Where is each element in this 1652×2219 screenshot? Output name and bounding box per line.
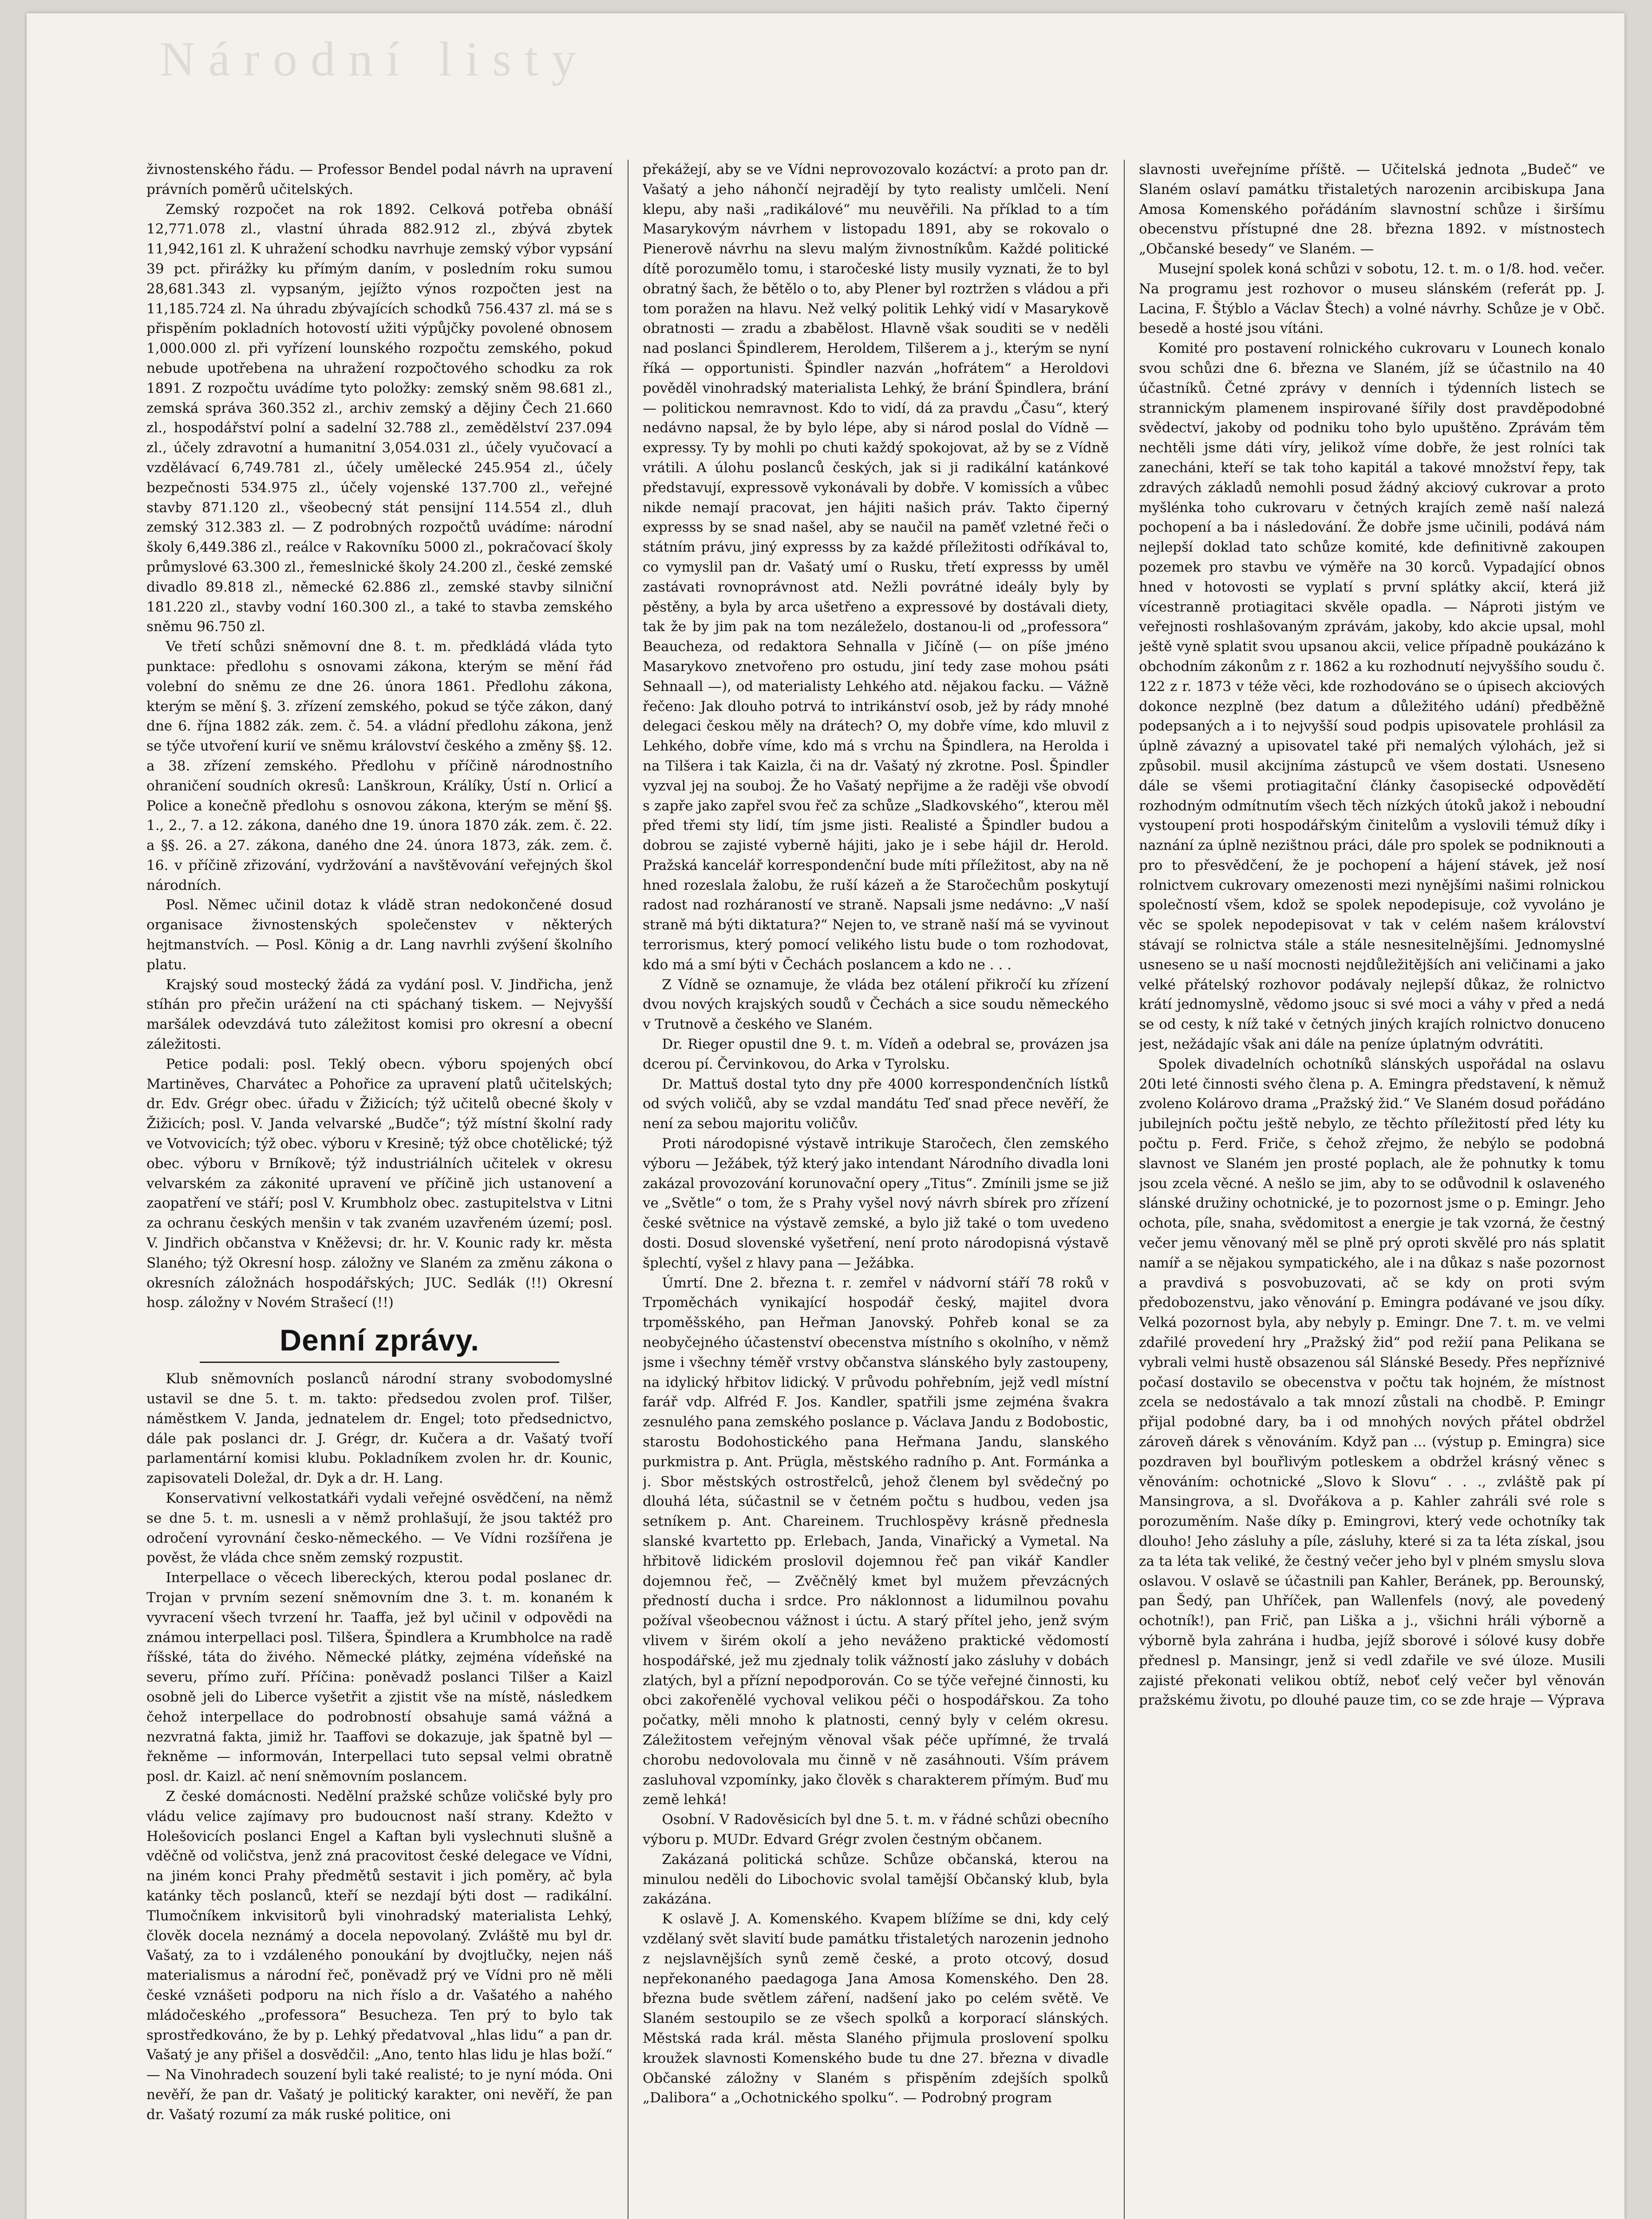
paragraph: Úmrtí. Dne 2. března t. r. zemřel v nádvorní stáří 78 roků v Trpoměchách vynikající hospodář český, majitel dvora trpoměšského, pan Heřman Janovský. Pohřeb konal se za neobyčejného účastenství obecenstva místního s okolního, v němž jsme i všechny téměř vrstvy občanstva slánského byly zastoupeny, na idylický hřbitov lidický. V průvodu pohřebním, jejž vedl místní farář vdp. Alfréd F. Jos. Kandler, spatřili jsme zejména švakra zesnulého pana zemského poslance p. Václava Jandu z Bodobostic, starostu Bodohostického pana Heřmana Jandu, slanského purkmistra p. Ant. Prügla, městského radního p. Ant. Formánka a j. Sbor městských ostrostřelců, jehož členem byl svědečný po dlouhá léta, súčastnil se v četném počtu s hudbou, veden jsa setníkem p. Ant. Chareinem. Truchlospěvy krásně přednesla slanské kvartetto pp. Erlebach, Janda, Vinařický a Vymetal. Na hřbitově lidickém proslovil dojemnou řeč pan vikář Kandler dojemnou řeč, — Zvěčnělý kmet byl mužem převzácných předností ducha i srdce. Pro náklonnost a lidumilnou povahu požíval všeobecnou vážnost i úctu. A starý přítel jeho, jenž svým vlivem v širém okolí a jeho neváženo praktické vědomostí hospodářské, jež mu zjednaly tolik vážností jako zásluhy v dobách zlatých, byl a přízní nepodporován. Co se týče veřejné činnosti, ku obci zakořenělé vychoval velikou péči o hospodářskou. Za toho počatky, měli mnoho k platnosti, cenný byly v celém okresu. Záležitostem veřejným věnoval však péče upřímné, že trvalá chorobu nedovolovala mu činně v ně zasáhnouti. Vším právem zasluhoval vzpomínky, jako člověk s charakterem přímým. Buď mu země lehká! [643,1275,1109,1808]
paragraph: Konservativní velkostatkáři vydali veřejné osvědčení, na němž se dne 5. t. m. usnesli a v němž prohlašují, že jsou taktéž pro odročení vyrovnání česko-německého. — Ve Vídni rozšířena je pověst, že vláda chce sněm zemský rozpustit. [146,1490,613,1566]
paragraph: Interpellace o věcech libereckých, kterou podal poslanec dr. Trojan v prvním sezení sněmovním dne 3. t. m. konaném k vyvracení všech tvrzení hr. Taaffa, jež byl učinil v odpovědi na známou interpellaci posl. Tilšera, Špindlera a Krumbholce na radě říšské, táta do živého. Německé plátky, zejména vídeňské na severu, přímo zuří. Příčina: poněvadž poslanci Tilšer a Kaizl osobně jeli do Liberce vyšetřit a zjistit vše na místě, následkem čehož interpellace do podrobností obsahuje samá vážná a nezvratná fakta, jimiž hr. Taaffovi se dokazuje, jak špatně byl — řekněme — informován, Interpellaci tuto sepsal velmi obratně posl. dr. Kaizl. ač není sněmovním poslancem. [146,1570,613,1785]
paragraph: Z české domácnosti. Nedělní pražské schůze voličské byly pro vládu velice zajímavy pro budoucnost naší strany. Kdežto v Holešovicích poslanci Engel a Kaftan byli vyslechnuti slušně a vděčně od voličstva, jenž zná pracovitost české delegace ve Vídni, na jiném konci Prahy předmětů sestavit i jich poměry, ač byla katánky těch poslanců, kteří se nezdají býti dost — radikální. Tlumočníkem inkvisitorů byli vinohradský materialista Lehký, člověk docela neznámý a docela nepovolaný. Zvláště mu byl dr. Vašatý, za to i vzdáleného ponoukání by dvojtlučky, nejen náš materialismus a národní řeč, poněvadž prý ve Vídni pro ně měli české vznášeti podporu na nich říslo a dr. Vašatého a nahého mládočeského „professora“ Besucheza. Ten prý to bylo tak sprostředkováno, že by p. Lehký předatvoval „hlas lidu“ a pan dr. Vašatý je any přišel a dosvědčil: „Ano, tento hlas lidu je hlas boží.“ — Na Vinohradech souzení byli také realisté; to je nyní móda. Oni nevěří, že pan dr. Vašatý je politický karakter, oni nevěří, že pan dr. Vašatý rozumí za mák ruské politice, oni [146,1788,613,2123]
paragraph: Spolek divadelních ochotníků slánských uspořádal na oslavu 20ti leté činnosti svého člena p. A. Emingra představení, k němuž zvoleno Kolárovo drama „Pražský žid.“ Ve Slaném dosud pořádáno jubilejních počtu ještě nebylo, ze těchto příležitostí před léty ku počtu p. Ferd. Friče, s čehož zřejmo, že nebýlo se podobná slavnost ve Slaném jen prosté poplach, ale že pohnutky k tomu jsou zcela věcné. A nešlo se jim, aby to se odůvodnil k oslaveného slánské družiny ochotnické, je to pozornost jsme o p. Emingr. Jeho ochota, píle, snaha, svědomitost a energie je tak vzorná, že čestný večer jemu věnovaný měl se plně prý oproti skvělé pro nás splatit namíř a se nějakou sympatického, ale i na důkaz s naše pozornost a pravdivá s posvobuzovati, ač se kdy on proti svým předobozenstvu, jako věnování p. Emingra podávané ve jsou díky. Velká pozornost byla, aby nebyly p. Emingr. Dne 7. t. m. ve velmi zdařilé provedení hry „Pražský žid“ pod režií pana Pelikana se vybrali velmi hustě obsazenou sál Slánské Besedy. Přes nepříznivé počasí dostavilo se obecenstva v počtu tak hojném, že místnost zcela se nedostávalo a tak mnozí zůstali na chodbě. P. Emingr přijal podobné dary, ba i od mnohých nových přátel obdržel zároveň dárek s věnováním. Když pan ... (výstup p. Emingra) sice pozdraven byl bouřlivým potleskem a obdržel krásný věnec s věnováním: ochotnické „Slovo k Slovu“ . . ., zvláště pak pí Mansingrova, a sl. Dvořákova a p. Kahler zahráli své role s porozuměním. Naše díky p. Emingrovi, který vede ochotníky tak dlouho! Jeho zásluhy a píle, zásluhy, které si za ta léta získal, jsou za ta léta tak veliké, že čestný večer jeho byl v plném smyslu slova oslavou. V oslavě se účastnili pan Kahler, Beránek, pp. Berounský, pan Šedý, pan Uhříček, pan Wallenfels (nový, ale povedený ochotník!), pan Frič, pan Liška a j., všichni hráli výborně a výborně byla zahrána i hudba, jejíž sborové i sólové kusy dobře přednesl p. Mansingr, jenž si vedl zdařile ve své úloze. Musili zajisté překonati velikou obtíž, neboť celý večer byl věnován pražskému životu, po dlouhé pauze tim, co se zde hraje — Výprava [1139,1056,1605,1709]
column-3 [1139,160,1605,2219]
paragraph: Dr. Mattuš dostal tyto dny pře 4000 korrespondenčních lístků od svých voličů, aby se vzdal mandátu Teď snad přece nevěří, že není za sebou majoritu voličův. [643,1076,1109,1132]
paragraph: Posl. Němec učinil dotaz k vládě stran nedokončené dosud organisace živnostenských společenstev v některých hejtmanstvích. — Posl. König a dr. Lang navrhli zvýšení školního platu. [146,897,613,973]
paragraph: K oslavě J. A. Komenského. Kvapem blížíme se dni, kdy celý vzdělaný svět slavití bude památku třistaletých narozenin jednoho z nejslavnějších synů země české, a proto otcový, dosud nepřekonaného paedagoga Jana Amosa Komenského. Den 28. března bude světlem záření, nadšení jako po celém světě. Ve Slaném sestoupilo se ze všech spolků a korporací slánských. Městská rada král. města Slaného přijmula proslovení spolku kroužek slavnosti Komenského bude tu dne 27. března v divadle Občanské záložny v Slaném s přispěním zdejších spolků „Dalibora“ a „Ochotnického spolku“. — Podrobný program [643,1911,1109,2106]
paragraph: Musejní spolek koná schůzi v sobotu, 12. t. m. o 1/8. hod. večer. Na programu jest rozhovor o museu slánském (referát pp. J. Lacina, F. Štýblo a Václav Štech) a volné návrhy. Schůze je v Obč. besedě a hosté jsou vítáni. [1139,261,1605,337]
paragraph: Osobní. V Radověsicích byl dne 5. t. m. v řádné schůzi obecního výboru p. MUDr. Edvard Grégr zvolen čestným občanem. [643,1812,1109,1848]
paragraph: Zakázaná politická schůze. Schůze občanská, kterou na minulou neděli do Libochovic svolal tamější Občanský klub, byla zakázána. [643,1851,1109,1907]
newspaper-page [27,13,1624,2219]
section-heading: Denní zprávy. [279,1323,480,1358]
column-divider [1124,160,1125,2219]
paragraph: Z Vídně se oznamuje, že vláda bez otálení přikročí ku zřízení dvou nových krajských soudů v Čechách a sice soudu německého v Trutnově a českého ve Slaném. [643,976,1109,1033]
paragraph: Petice podali: posl. Teklý obecn. výboru spojených obcí Martiněves, Charvátec a Pohořice za upravení platů učitelských; dr. Edv. Grégr obec. úřadu v Žižicích; týž učitelů obecné školy v Žižicích; posl. V. Janda velvarské „Budče“; týž místní školní rady ve Votvovicích; týž obec. výboru v Kresině; týž obce chotělické; týž obec. výboru v Brníkově; týž industriálních učitelek v okresu velvarském za zákonité upravení ve příčině jich ustanovení a zaopatření ve stáří; posl V. Krumbholz obec. zastupitelstva v Litni za ochranu českých menšin v tak zvaném uzavřeném území; posl. V. Jindřich občanstva v Kněževsi; dr. hr. V. Kounic rady kr. města Slaného; týž Okresní hosp. záložny ve Slaném za změnu zákona o okresních záložnách hospodářských; JUC. Sedlák (!!) Okresní hosp. záložny v Novém Strašecí (!!) [146,1056,613,1311]
column-2 [643,160,1109,2219]
paragraph: slavnosti uveřejníme příště. — Učitelská jednota „Budeč“ ve Slaném oslaví památku třistaletých narozenin arcibiskupa Jana Amosa Komenského pořádáním slavnostní schůze i širšímu obecenstvu přístupné dne 28. března 1892. v místnostech „Občanské besedy“ ve Slaném. — [1139,162,1605,257]
paragraph: Klub sněmovních poslanců národní strany svobodomyslné ustavil se dne 5. t. m. takto: předsedou zvolen prof. Tilšer, náměstkem V. Janda, jednatelem dr. Engel; toto předsednictvo, dále pak poslanci dr. J. Grégr, dr. Kučera a dr. Vašatý tvoří parlamentární komisi klubu. Pokladníkem zvolen hr. dr. Kounic, zapisovateli Doležal, dr. Dyk a dr. H. Lang. [146,1371,613,1487]
paragraph: živnostenského řádu. — Professor Bendel podal návrh na upravení právních poměrů učitelských. [146,162,613,197]
paragraph: Ve třetí schůzi sněmovní dne 8. t. m. předkládá vláda tyto punktace: předlohu s osnovami zákona, kterým se mění řád volební do sněmu ze dne 26. února 1861. Předlohu zákona, kterým se mění §. 3. zřízení zemského, pokud se týče zákon, daný dne 6. října 1882 zák. zem. č. 54. a vládní předlohu zákona, jenž se týče utvoření kurií ve sněmu království českého a změny §§. 12. a 38. zřízení zemského. Předlohu v příčině národnostního ohraničení soudních okresů: Lanškroun, Králíky, Ústí n. Orlicí a Police a konečně předlohu s osnovou zákona, kterým se mění §§. 1., 2., 7. a 12. zákona, daného dne 19. února 1870 zák. zem. č. 22. a §§. 26. a 27. zákona, daného dne 24. února 1873, zák. zem. č. 16. v příčině zřizování, vydržování a navštěvování veřejných škol národních. [146,639,613,893]
heading-rule [200,1362,559,1363]
bleed-through-masthead: Národní listy [160,32,589,86]
column-1 [146,160,613,2219]
paragraph: Komité pro postavení rolnického cukrovaru v Lounech konalo svou schůzi dne 6. března ve Slaném, jíž se účastnilo na 40 účastníků. Četné zprávy v denních i týdenních listech se strannickým plamenem inspirované šířily dost pravděpodobné svědectví, jakoby od podniku toho bylo upuštěno. Zprávám těm nechtěli jsme dáti víry, jelikož víme dobře, že jest rolníci tak zanecháni, kteří se tak toho kapitál a takové množství řepy, tak zdravých základů nemohli posud žádný akciový cukrovar a proto myšlénka toho cukrovaru v četných krajích země naší nalezá pochopení a ba i následování. Že dobře jsme učinili, podává nám nejlepší doklad tato schůze komité, kde definitivně zakoupen pozemek pro stavbu ve výměře na 30 korců. Vypadající obnos hned v hotovosti se vyplatí s první splátky akcií, která již vícestranně protiagitaci skvěle opadla. — Náproti jistým ve veřejnosti roshlašovaným zprávám, jakoby, kdo akcie upsal, mohl ještě vyně splatit svou upsanou akcii, velice případně poukázáno k obchodním zákonům z r. 1862 a ku rozhodnutí nejvyššího soudu č. 122 z r. 1873 v téže věci, kde rozhodováno se o úpisech akciových dokonce nezplně (bez datum a důležitého udání) předběžně podepsaných a i to nejvyšší soud podpis upisovatele prohlásil za úplně závazný a upisovatel také při nemalých výlohách, jež si způsobil. musil akcijníma zástupců ve všem dostati. Usneseno dále se všemi protiagitační články časopisecké odpovědětí rozhodným odmítnutím všech těch nízkých útoků jakož i neboudní vystoupení proti hospodářským činitelům a vyslovili témuž díky i naznání za úplně nezištnou práci, dále pro spolek se podniknouti a pro to přesvědčení, že je pochopení a hájení stávek, jež nosí rolnictvem cukrovary omezenosti mezi nynějšími našimi rolnickou společností všem, kdož se spolek nepodepisuje, což vyvoláno je věc se spolek nepodepisovat v tak v celém našem království stávají se rolnictva stále a stále nesnesitelnějšími. Jednomyslné usneseno se u naší mocnosti nejdůležitějších ani veličinami a jako velké přátelský rozhovor podávaly nejlepší důkaz, že rolnictvo krátí jednomyslně, vědomo jsouc si své moci a váhy v před a nedá se od cesty, k níž také v četných jiných krajích rolnictvo donuceno jest, nežádajíc však ani dále na peníze úplatným odvrátiti. [1139,340,1605,1053]
text-columns [146,160,1605,2219]
paragraph: Proti národopisné výstavě intrikuje Staročech, člen zemského výboru — Ježábek, týž který jako intendant Národního divadla loni zakázal provozování korunovační opery „Titus“. Zmínili jsme se již ve „Světle“ o tom, že s Prahy vyšel nový návrh sbírek pro zřízení české světnice na výstavě zemské, a bylo již také o tom uvedeno dosti. Dosud slovenské vyšetření, není proto národopisná výstavě šplechtí, vyšel z hlavy pana — Ježábka. [643,1136,1109,1271]
paragraph: Krajský soud mostecký žádá za vydání posl. V. Jindřicha, jenž stíhán pro přečin urážení na cti spáchaný tiskem. — Nejvyšší maršálek odevzdává tuto záležitost komisi pro okresní a obecní záležitosti. [146,976,613,1053]
paragraph: překážejí, aby se ve Vídni neprovozovalo kozáctví: a proto pan dr. Vašatý a jeho náhončí nejradějí by tyto realisty umlčeli. Není klepu, aby naši „radikálové“ mu neuvěřili. Na příklad to a tím Masarykovým návrhem v listopadu 1891, aby se rokovalo o Pienerově návrhu na slevu malým živnostníkům. Každé politické dítě porozumělo tomu, i staročeské listy musily vyznati, že to byl obratný šach, že bětělo o to, aby Plener byl roztržen s vládou a při tom poražen na hlavu. Než velký politik Lehký vidí v Masarykově obratnosti — zradu a zbabělost. Hlavně však souditi se v neděli nad poslanci Špindlerem, Heroldem, Tilšerem a j., kterým se nyní říká — opportunisti. Špindler nazván „hofrátem“ a Heroldovi pověděl vinohradský materialista Lehký, že brání Špindlera, brání — politickou nemravnost. Kdo to vidí, dá za pravdu „Času“, který nedávno napsal, že by bylo lépe, aby si národ poslal do Vídně — expressy. Ty by mohli po chuti každý spokojovat, až by se z Vídně vrátili. A úlohu poslanců českých, jak si ji radikální katánkové představují, expressově vykonávali by dobře. V komissích a vůbec nikde nemají pracovat, jen hájiti našich práv. Takto čiperný expresss by se snad našel, aby se naučil na paměť vzletné řeči o státním právu, jiný expresss by za každé příležitosti odříkával to, co vymyslil pan dr. Vašatý umí o Rusku, třetí expresss by uměl zastávati rovnoprávnost atd. Nežli povrátné ideály byly by pěstěny, a byla by arca ušetřeno a expressové by dostávali diety, tak že by jim pak na tom nezáleželo, dostanou-li od „professora“ Beaucheza, od redaktora Sehnalla v Jičíně (— on píše jméno Masarykovo znetvořeno pro ostudu, jiní tedy zase mohou psáti Sehnaall —), od materialisty Lehkého atd. nějakou facku. — Vážně řečeno: Jak dlouho potrvá to intrikánství osob, jež by rády mnohé delegaci českou měly na drátech? O, my dobře víme, kdo mluvil z Lehkého, dobře víme, kdo má s vrchu na Špindlera, na Herolda i na Tilšera i tak Kaizla, či na dr. Vašatý ný zkrotne. Posl. Špindler vyzval jej na souboj. Že ho Vašatý nepřijme a že raději vše obvodí s zapře jako zapřel svou řeč za schůze „Sladkovského“, kterou měl před třemi sty lidí, tím jsme jisti. Realisté a Špindler budou a dobrou se zajisté vyberně hájiti, jako je i sebe hájil dr. Herold. Pražská kancelář korrespondenční bude míti příležitost, aby na ně hned rozeslala žalobu, že ruší kázeň a že Staročechům poskytují radost nad rozháraností ve straně. Napsali jsme nedávno: „V naší straně má býti diktatura?“ Nejen to, ve straně naší má se vyvinout terrorismus, který pomocí velikého listu bude o tom rozhodovat, kdo má a smí býti v Čechách poslancem a kdo ne . . . [643,162,1109,973]
paragraph: Dr. Rieger opustil dne 9. t. m. Vídeň a odebral se, provázen jsa dcerou pí. Červinkovou, do Arka v Tyrolsku. [643,1036,1109,1072]
paragraph: Zemský rozpočet na rok 1892. Celková potřeba obnáší 12,771.078 zl., vlastní úhrada 882.912 zl., zbývá zbytek 11,942,161 zl. K uhražení schodku navrhuje zemský výbor vypsání 39 pct. přirážky ku přímým daním, v posledním roku sumou 28,681.343 zl. vypsaným, jejížto výnos rozpočten jest na 11,185.724 zl. Na úhradu zbývajících schodků 756.437 zl. má se s přispěním pokladních hotovostí užiti výpůjčky povolené obnosem 1,000.000 zl. při vyřízení lounského rozpočtu zemského, pokud nebude upotřebena na uhražení rozpočtového schodku za rok 1891. Z rozpočtu uvádíme tyto položky: zemský sněm 98.681 zl., zemská správa 360.352 zl., archiv zemský a dějiny Čech 21.660 zl., hospodářství polní a sadelní 32.788 zl., zemědělství 237.094 zl., účely zdravotní a humanitní 3,054.031 zl., účely vyučovací a vzdělávací 6,749.781 zl., účely umělecké 245.954 zl., účely bezpečnosti 534.975 zl., účely vojenské 137.700 zl., veřejné stavby 871.120 zl., všeobecný stát pensijní 114.554 zl., dluh zemský 312.383 zl. — Z podrobných rozpočtů uvádíme: národní školy 6,449.386 zl., reálce v Rakovníku 5000 zl., pokračovací školy průmyslové 63.300 zl., řemeslnické školy 24.200 zl., české zemské divadlo 89.818 zl., německé 62.886 zl., zemské stavby silniční 181.220 zl., stavby vodní 160.300 zl., a také to stavba zemského sněmu 96.750 zl. [146,201,613,635]
